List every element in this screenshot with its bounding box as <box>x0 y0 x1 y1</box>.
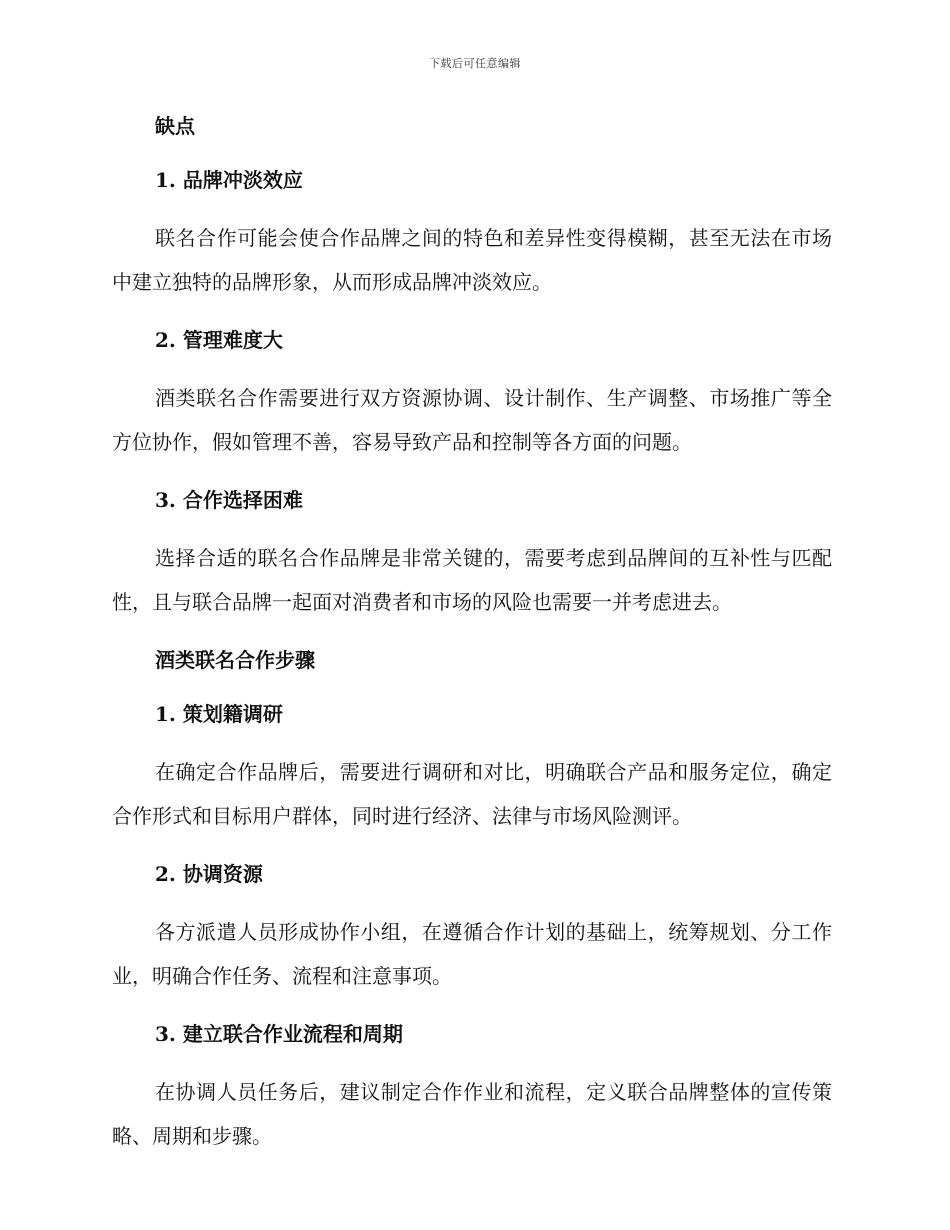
section-heading-drawbacks: 缺点 <box>155 114 195 138</box>
section-heading-steps: 酒类联名合作步骤 <box>155 648 315 672</box>
paragraph-brand-dilution: 联名合作可能会使合作品牌之间的特色和差异性变得模糊，甚至无法在市场中建立独特的品牌形象，从而形成品牌冲淡效应。 <box>112 226 832 294</box>
paragraph-workflow-cycle: 在协调人员任务后，建议制定合作作业和流程，定义联合品牌整体的宣传策略、周期和步骤。 <box>112 1080 832 1148</box>
subheading-partner-selection: 3. 合作选择困难 <box>155 488 303 512</box>
subheading-management-difficulty: 2. 管理难度大 <box>155 328 283 352</box>
subheading-brand-dilution: 1. 品牌冲淡效应 <box>155 168 303 192</box>
subheading-workflow-cycle: 3. 建立联合作业流程和周期 <box>155 1022 403 1046</box>
paragraph-partner-selection: 选择合适的联名合作品牌是非常关键的，需要考虑到品牌间的互补性与匹配性，且与联合品牌一起面对消费者和市场的风险也需要一并考虑进去。 <box>112 546 832 614</box>
subheading-coordinate-resources: 2. 协调资源 <box>155 862 263 886</box>
paragraph-coordinate-resources: 各方派遣人员形成协作小组，在遵循合作计划的基础上，统筹规划、分工作业，明确合作任务、流程和注意事项。 <box>112 920 832 988</box>
document-body <box>112 108 832 1158</box>
paragraph-management-difficulty: 酒类联名合作需要进行双方资源协调、设计制作、生产调整、市场推广等全方位协作，假如管理不善，容易导致产品和控制等各方面的问题。 <box>112 386 832 454</box>
subheading-planning-research: 1. 策划籍调研 <box>155 702 283 726</box>
page-header: 下载后可任意编辑 <box>429 57 521 70</box>
paragraph-planning-research: 在确定合作品牌后，需要进行调研和对比，明确联合产品和服务定位，确定合作形式和目标用户群体，同时进行经济、法律与市场风险测评。 <box>112 760 832 828</box>
